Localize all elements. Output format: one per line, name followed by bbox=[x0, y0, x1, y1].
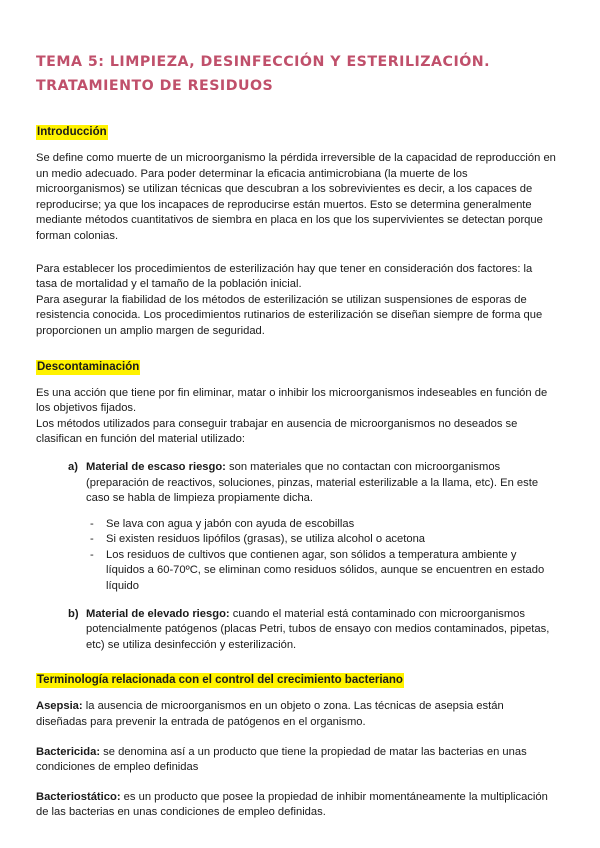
intro-paragraph-3: Para asegurar la fiabilidad de los métodos de esterilización se utilizan suspensiones de esporas de resistencia conocida. Los procedimientos rutinarios de esterilización se diseñan siempre de forma que proporcionen un amplio margen de seguridad. bbox=[36, 293, 543, 337]
term-label: Material de escaso riesgo: bbox=[86, 460, 226, 473]
highlighted-heading: Terminología relacionada con el control del crecimiento bacteriano bbox=[37, 674, 403, 687]
sub-list bbox=[86, 517, 556, 595]
term-label: Bacteriostático: bbox=[36, 790, 121, 803]
descontaminacion-paragraph-2: Los métodos utilizados para conseguir trabajar en ausencia de microorganismos no deseados se clasifican en función del material utilizado: bbox=[36, 417, 518, 446]
term-description: la ausencia de microorganismos en un objeto o zona. Las técnicas de asepsia están diseñadas para prevenir la entrada de patógenos en el organismo. bbox=[36, 700, 504, 729]
descontaminacion-paragraph-1: Es una acción que tiene por fin eliminar, matar o inhibir los microorganismos indeseables en función de los objetivos fijados. bbox=[36, 386, 548, 415]
sub-list-item bbox=[86, 517, 556, 533]
list-item-elevado-riesgo bbox=[36, 607, 556, 654]
document-page bbox=[36, 50, 556, 821]
section-heading-introduccion bbox=[36, 122, 556, 140]
sub-item-text: Se lava con agua y jabón con ayuda de escobillas bbox=[106, 517, 355, 530]
term-description: son materiales que no contactan con microorganismos (preparación de reactivos, soluciones, pinzas, material esterilizable a la llama, etc). En este caso se habla de limpieza propiamente dicha. bbox=[86, 460, 539, 505]
highlighted-heading: Introducción bbox=[37, 126, 107, 138]
sub-item-text: Si existen residuos lipófilos (grasas), se utiliza alcohol o acetona bbox=[106, 533, 426, 546]
list-marker: b) bbox=[68, 607, 79, 620]
document-title bbox=[36, 50, 556, 98]
term-bacteriostatico bbox=[36, 790, 556, 821]
highlighted-heading: Descontaminación bbox=[37, 360, 140, 373]
term-label: Bactericida: bbox=[36, 745, 101, 758]
dash-marker: - bbox=[90, 548, 94, 561]
title-line-2: TRATAMIENTO DE RESIDUOS bbox=[36, 78, 274, 94]
dash-marker: - bbox=[90, 533, 94, 546]
term-asepsia bbox=[36, 699, 556, 730]
material-list bbox=[36, 460, 556, 654]
sub-item-text: Los residuos de cultivos que contienen agar, son sólidos a temperatura ambiente y líquidos a 60-70ºC, se eliminan como residuos sólidos, aunque se encuentren en estado líquido bbox=[106, 548, 545, 593]
sub-list-item bbox=[86, 532, 556, 548]
term-description: se denomina así a un producto que tiene la propiedad de matar las bacterias en unas condiciones de empleo definidas bbox=[36, 745, 527, 774]
intro-paragraph-1: Se define como muerte de un microorganismo la pérdida irreversible de la capacidad de reproducción en un medio adecuado. Para poder determinar la eficacia antimicrobiana (la muerte de los microorganismos) se utilizan técnicas que descubran a los sobrevivientes es decir, a los capaces de reproducirse; ya que los incapaces de reproducirse están muertos. Esto se determina generalmente mediante métodos cuantitativos de siembra en placa en los que los supervivientes se detectan porque forman colonias. bbox=[36, 152, 556, 242]
term-label: Asepsia: bbox=[36, 700, 83, 713]
term-bactericida bbox=[36, 745, 556, 776]
term-label: Material de elevado riesgo: bbox=[86, 607, 230, 620]
list-item-escaso-riesgo bbox=[36, 460, 556, 595]
title-line-1: TEMA 5: LIMPIEZA, DESINFECCIÓN Y ESTERILIZACIÓN. bbox=[36, 54, 491, 70]
dash-marker: - bbox=[90, 517, 94, 530]
term-description: cuando el material está contaminado con microorganismos potencialmente patógenos (placas Petri, tubos de ensayo con medios contaminados, pipetas, etc) se utiliza desinfección y esterilización. bbox=[86, 607, 550, 651]
section-heading-descontaminacion bbox=[36, 357, 556, 375]
list-marker: a) bbox=[68, 460, 78, 473]
intro-paragraph-2: Para establecer los procedimientos de esterilización hay que tener en consideración dos factores: la tasa de mortalidad y el tamaño de la población inicial. bbox=[36, 262, 533, 291]
section-heading-terminologia bbox=[36, 670, 556, 688]
sub-list-item bbox=[86, 548, 556, 595]
term-description: es un producto que posee la propiedad de inhibir momentáneamente la multiplicación de las bacterias en unas condiciones de empleo definidas. bbox=[36, 790, 548, 819]
